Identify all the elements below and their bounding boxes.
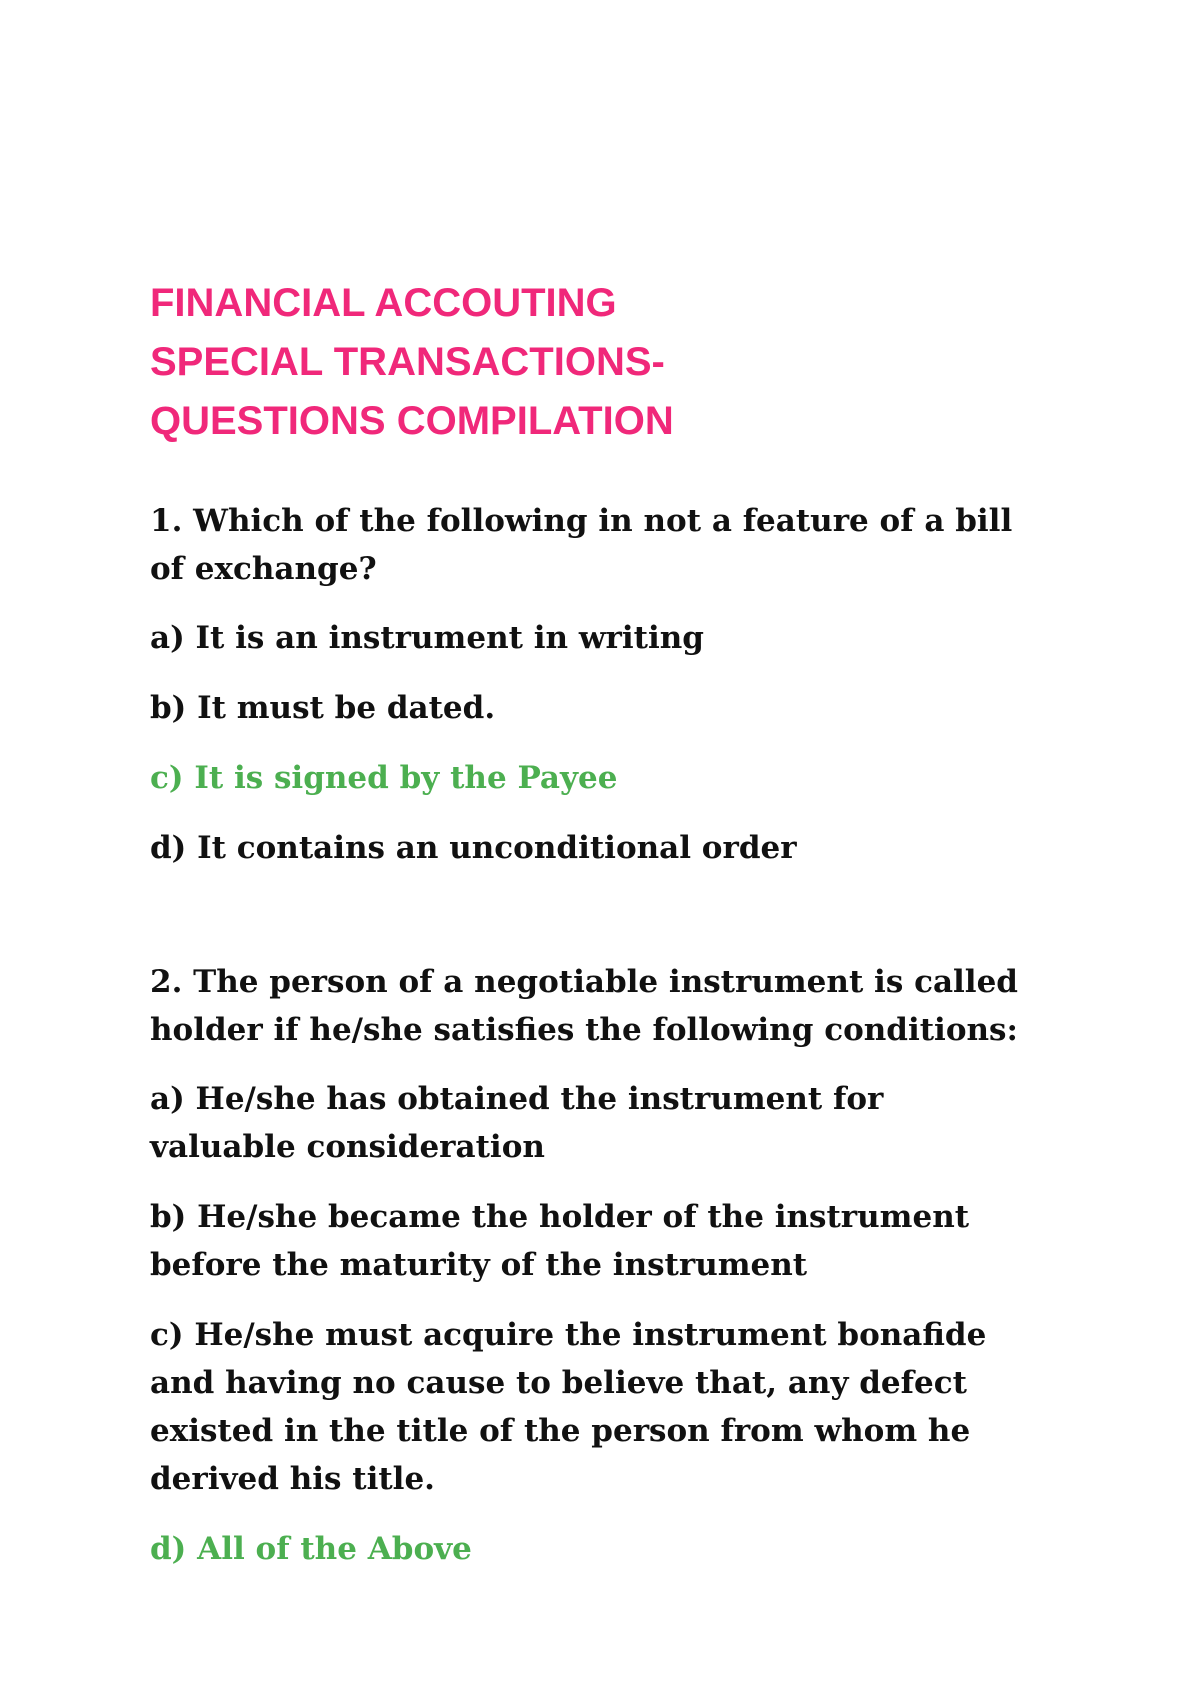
title-line-2: SPECIAL TRANSACTIONS- — [150, 340, 665, 384]
option-b: b) He/she became the holder of the instrument before the maturity of the instrument — [150, 1199, 970, 1283]
option-a: a) It is an instrument in writing — [150, 620, 704, 656]
question-text: 1. Which of the following in not a feature of a bill of exchange? — [150, 503, 1013, 587]
option-a: a) He/she has obtained the instrument for valuable consideration — [150, 1081, 884, 1165]
option-c-correct-answer: c) It is signed by the Payee — [150, 760, 618, 796]
question-1 — [150, 497, 1030, 872]
option-b: b) It must be dated. — [150, 690, 496, 726]
question-text: 2. The person of a negotiable instrument is called holder if he/she satisfies the following conditions: — [150, 964, 1018, 1048]
option-c: c) He/she must acquire the instrument bonafide and having no cause to believe that, any defect existed in the title of the person from whom he derived his title. — [150, 1317, 987, 1497]
option-d-correct-answer: d) All of the Above — [150, 1531, 472, 1567]
document-page — [150, 274, 1030, 1595]
title-line-3: QUESTIONS COMPILATION — [150, 399, 674, 443]
option-d: d) It contains an unconditional order — [150, 830, 797, 866]
question-2 — [150, 958, 1030, 1573]
document-title — [150, 274, 1030, 451]
question-spacer — [150, 894, 1030, 958]
title-line-1: FINANCIAL ACCOUTING — [150, 281, 617, 325]
